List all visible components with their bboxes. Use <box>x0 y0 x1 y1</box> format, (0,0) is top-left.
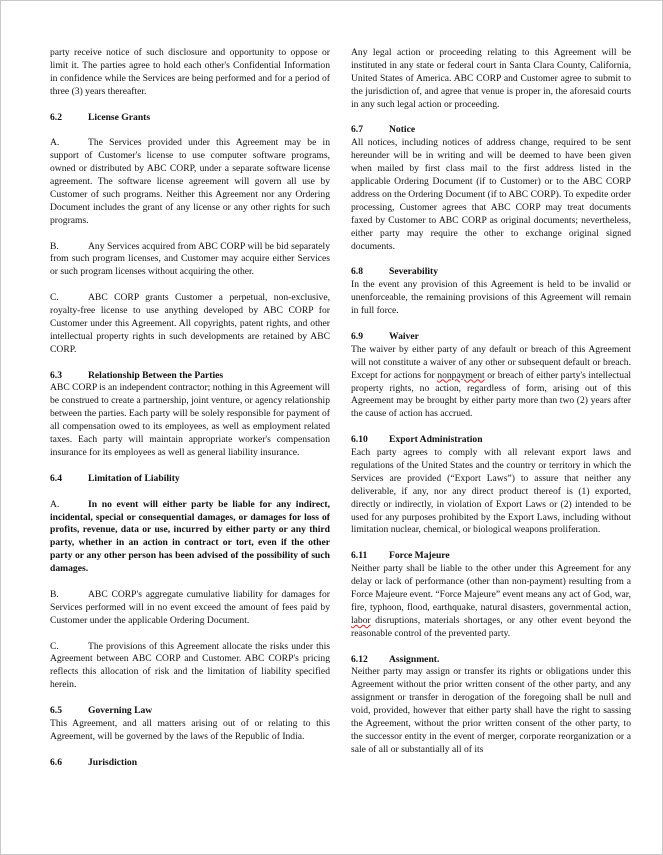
clause-label: C. <box>50 292 59 304</box>
intro-paragraph: party receive notice of such disclosure and opportunity to oppose or limit it. The parties agree to hold each other's Confidential Information in confidence while the Services are being performed and for a period of three (3) years thereafter. <box>50 47 330 97</box>
section-number: 6.7 <box>351 124 363 136</box>
clause-label: B. <box>50 240 59 252</box>
section-number: 6.2 <box>50 111 62 123</box>
spellcheck-marked-word: nonpayment <box>437 369 485 381</box>
clause-text: ABC CORP's aggregate cumulative liability for damages for Services performed will in no event exceed the amount of fees paid by Customer under the applicable Ordering Document. <box>50 588 330 626</box>
section-number: 6.12 <box>351 653 368 665</box>
section-6-10-text: Each party agrees to comply with all relevant export laws and regulations of the United States and the country or territory in which the Services are provided (“Export Laws”) to assure that neither any deliverable, if any, nor any direct product thereof is (1) exported, directly or indirectly, in violation of Export Laws or (2) intended to be used for any purposes prohibited by the Export Laws, including without limitation nuclear, chemical, or biological weapons proliferation. <box>351 447 631 536</box>
clause-6-2-a <box>50 137 330 227</box>
section-heading-6-8 <box>351 266 631 279</box>
clause-label: C. <box>50 640 59 652</box>
section-number: 6.10 <box>351 434 368 446</box>
section-title: Limitation of Liability <box>88 472 180 484</box>
jurisdiction-paragraph: Any legal action or proceeding relating to this Agreement will be instituted in any state or federal court in Santa Clara County, California, United States of America. ABC CORP and Customer agree to submit to the jurisdiction of, and agree that venue is proper in, the aforesaid courts in any such legal action or proceeding. <box>351 47 631 110</box>
clause-text: In no event will either party be liable for any indirect, incidental, special or consequential damages, or damages for loss of profits, revenue, data or use, incurred by either party or any third party, whether in an action in contract or tort, even if the other party or any other person has been advised of the possibility of such damages. <box>50 498 330 575</box>
text-run: or breach of either party's intellectual property rights, no action, regardless of form, arising out of this Agreement may be brought by either party more than two (2) years after the cause of action has accrued. <box>351 369 631 420</box>
clause-6-2-b <box>50 241 330 280</box>
section-title: License Grants <box>88 111 151 123</box>
clause-6-4-b <box>50 589 330 628</box>
clause-text: The Services provided under this Agreement may be in support of Customer's license to use computer software programs, owned or distributed by ABC CORP, under a separate software license agreement. The software license agreement will govern all use by Customer of such programs. Neither this Agreement nor any Ordering Document includes the grant of any license or any other rights for such programs. <box>50 137 330 226</box>
text-run: The waiver by either party of any default or breach of this Agreement will not constitute a waiver of any other or subsequent default or breach. Except for actions for <box>351 343 631 381</box>
section-6-9-text <box>351 344 631 421</box>
clause-6-4-a <box>50 499 330 576</box>
left-column <box>50 47 330 770</box>
section-heading-6-7 <box>351 124 631 137</box>
section-title: Jurisdiction <box>88 756 138 768</box>
text-run: Neither party shall be liable to the other under this Agreement for any delay or lack of performance (other than non-payment) resulting from a Force Majeure event. “Force Majeure” event means any act of God, war, fire, typhoon, flood, earthquake, natural disasters, governmental action, <box>351 563 631 613</box>
section-number: 6.4 <box>50 472 62 484</box>
section-title: Force Majeure <box>389 550 450 562</box>
spellcheck-marked-word: labor <box>351 614 371 626</box>
section-title: Assignment. <box>389 653 440 665</box>
section-6-5-text: This Agreement, and all matters arising out of or relating to this Agreement, will be governed by the laws of the Republic of India. <box>50 717 330 742</box>
section-heading-6-11 <box>351 550 631 563</box>
clause-text: ABC CORP grants Customer a perpetual, non-exclusive, royalty-free license to use anything developed by ABC CORP for Customer under this Agreement. All copyrights, patent rights, and other intellectual property rights in such developments are retained by ABC CORP. <box>50 292 330 355</box>
section-number: 6.11 <box>351 550 368 562</box>
section-6-7-text: All notices, including notices of address change, required to be sent hereunder will be in writing and will be deemed to have been given when mailed by first class mail to the first address listed in the applicable Ordering Document (if to Customer) or to the ABC CORP address on the Ordering Document (if to ABC CORP). To expedite order processing, Customer agrees that ABC CORP may treat documents faxed by Customer to ABC CORP as original documents; nevertheless, either party may require the other to exchange original signed documents. <box>351 137 631 252</box>
section-title: Notice <box>389 124 416 136</box>
clause-text: The provisions of this Agreement allocate the risks under this Agreement between ABC CORP and Customer. ABC CORP's pricing reflects this allocation of risk and the limitation of liability specified herein. <box>50 640 330 691</box>
section-6-12-text: Neither party may assign or transfer its rights or obligations under this Agreement without the prior written consent of the other party, and any assignment or transfer in derogation of the foregoing shall be null and void, provided, however that either party shall have the right to sassing the Agreement, without the prior written consent of the other party, to the successor entity in the event of merger, corporate reorganization or a sale of all or substantially all of its <box>351 666 631 755</box>
clause-label: A. <box>50 498 60 510</box>
section-6-11-text <box>351 563 631 640</box>
text-run: disruptions, materials shortages, or any other event beyond the reasonable control of the prevented party. <box>351 614 631 639</box>
section-heading-6-4 <box>50 473 330 486</box>
section-heading-6-3 <box>50 370 330 383</box>
section-heading-6-2 <box>50 112 330 125</box>
clause-6-4-c <box>50 641 330 693</box>
section-heading-6-9 <box>351 331 631 344</box>
right-column <box>351 47 631 770</box>
section-number: 6.8 <box>351 266 363 278</box>
section-heading-6-6 <box>50 757 330 770</box>
section-heading-6-12 <box>351 654 631 667</box>
section-title: Export Administration <box>389 434 483 446</box>
section-title: Governing Law <box>88 705 153 717</box>
section-heading-6-10 <box>351 434 631 447</box>
section-title: Waiver <box>389 330 419 342</box>
section-title: Severability <box>389 266 439 278</box>
clause-label: A. <box>50 137 60 149</box>
section-number: 6.5 <box>50 705 62 717</box>
clause-label: B. <box>50 588 59 600</box>
section-6-8-text: In the event any provision of this Agreement is held to be invalid or unenforceable, the remaining provisions of this Agreement will remain in full force. <box>351 279 631 317</box>
section-number: 6.6 <box>50 756 62 768</box>
clause-text: Any Services acquired from ABC CORP will be bid separately from such program licenses, and Customer may acquire either Services or such program licenses without acquiring the other. <box>50 240 330 278</box>
clause-6-2-c <box>50 292 330 357</box>
section-6-3-text: ABC CORP is an independent contractor; nothing in this Agreement will be construed to create a partnership, joint venture, or agency relationship between the parties. Each party will be solely responsible for payment of all compensation owed to its employees, as well as employment related taxes. Each party will maintain appropriate worker's compensation insurance for its employees as well as general liability insurance. <box>50 382 330 459</box>
section-heading-6-5 <box>50 705 330 718</box>
section-title: Relationship Between the Parties <box>88 369 224 381</box>
section-number: 6.3 <box>50 369 62 381</box>
section-number: 6.9 <box>351 330 363 342</box>
